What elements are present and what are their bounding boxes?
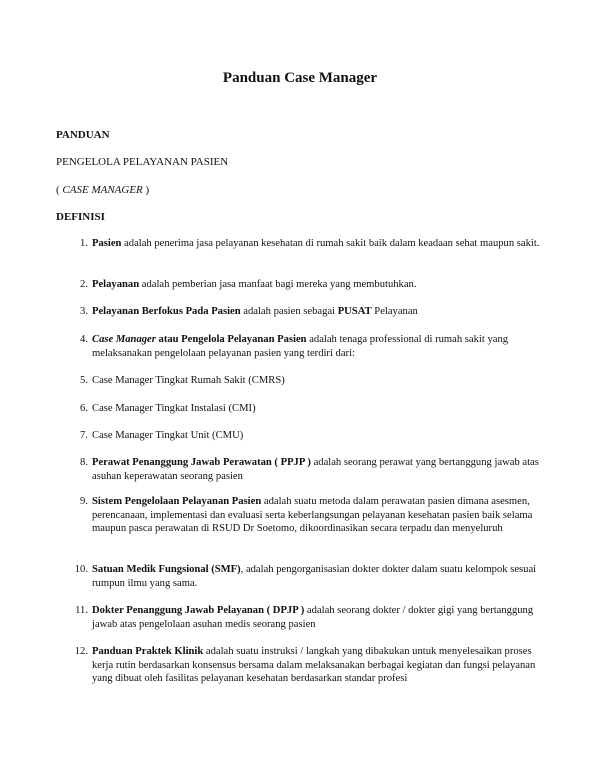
heading-pengelola: PENGELOLA PELAYANAN PASIEN — [56, 156, 229, 168]
heading-case-manager: ( CASE MANAGER ) — [56, 184, 150, 196]
heading-panduan: PANDUAN — [56, 129, 110, 141]
heading-definisi: DEFINISI — [56, 211, 105, 223]
page-title: Panduan Case Manager — [222, 70, 378, 86]
document-page: Panduan Case Manager PANDUAN PENGELOLA PELAYANAN PASIEN ( CASE MANAGER ) DEFINISI 1. Pasien adalah penerima jasa pelayanan kesehatan di rumah sakit baik dalam keadaan sehat maupun sakit. 2. Pelayanan adalah pemberian jasa manfaat bagi mereka yang membutuhkan. 3. Pelayanan Berfokus Pada Pasien adalah pasien sebagai PUSAT Pelayanan 4. Case Manager atau Pengelola Pelayanan Pasien adalah tenaga professional di rumah sakit yang melaksanakan pengelolaan pelayanan pasien yang terdiri dari: 5. Case Manager Tingkat Rumah Sakit (CMRS) 6. Case Manager Tingkat Instalasi (CMI) 7. Case Manager Tingkat Unit (CMU) 8. Perawat Penanggung Jawab Perawatan ( PPJP ) adalah seorang perawat yang bertanggung jawab atas asuhan keperawatan seorang pasien 9. Sistem Pengelolaan Pelayanan Pasien adalah suatu metoda dalam perawatan pasien dimana asesmen, perencanaan, implementasi dan evaluasi serta keberlangsungan pelayanan kesehatan pasien baik selama maupun pasca perawatan di RSUD Dr Soetomo, dikoordinasikan secara terpadu dan menyeluruh 10. Satuan Medik Fungsional (SMF), adalah pengorganisasian dokter dokter dalam suatu kelompok sesuai rumpun ilmu yang sama. 11. Dokter Penanggung Jawab Pelayanan ( DPJP ) adalah seorang dokter / dokter gigi yang bertanggung jawab atas pengelolaan asuhan medis seorang pasien 12. Panduan Praktek Klinik adalah suatu instruksi / langkah yang dibakukan untuk menyelesaikan proses kerja rutin berdasarkan konsensus bersama dalam melaksanakan berbagai kegiatan dan fungsi pelayanan yang dibuat oleh fasilitas pelayanan kesehatan berdasarkan standar profesi — [0, 0, 600, 776]
case-manager-term: CASE MANAGER — [62, 184, 143, 196]
